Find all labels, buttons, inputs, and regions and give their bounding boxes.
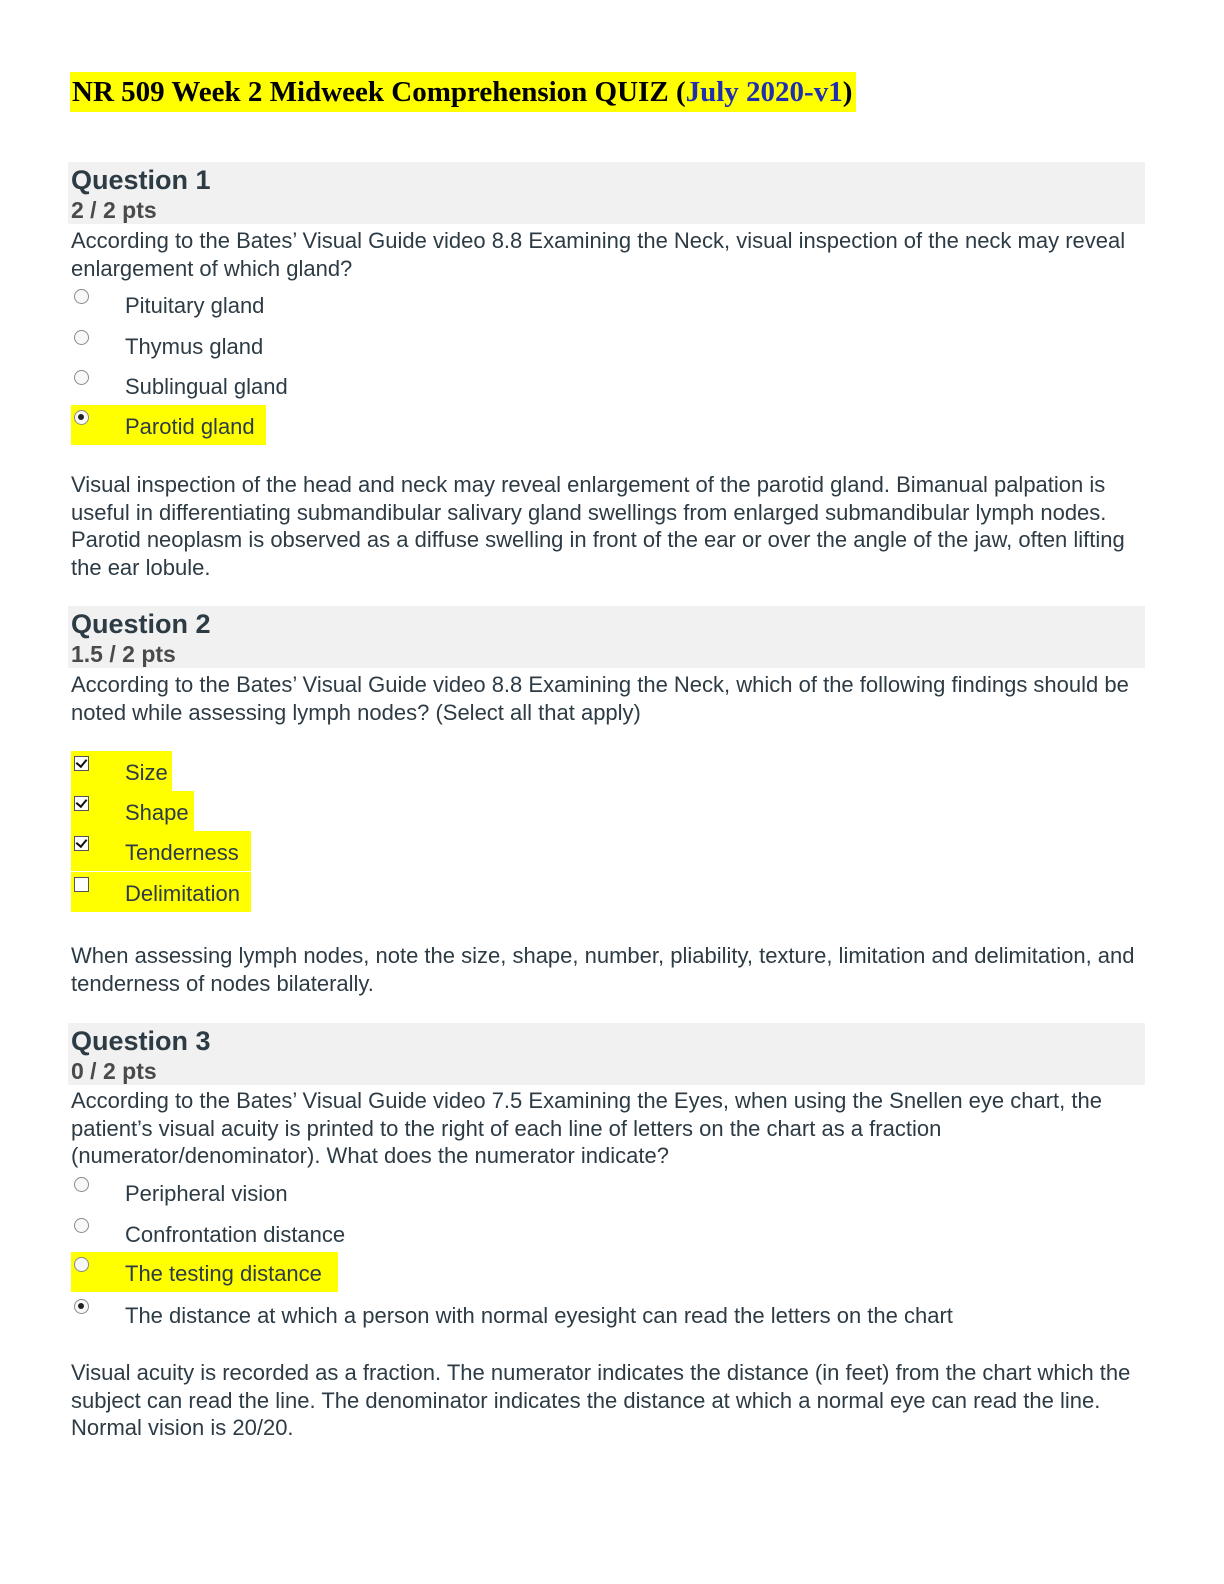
checkbox-checked[interactable] [74,836,89,851]
checkbox-checked[interactable] [74,796,89,811]
question-2-points: 1.5 / 2 pts [71,641,176,667]
question-3-points: 0 / 2 pts [71,1058,157,1084]
title-main: NR 509 Week 2 Midweek Comprehension QUIZ [72,76,676,108]
question-3-prompt: According to the Bates’ Visual Guide video 7.5 Examining the Eyes, when using the Snellen eye chart, the patient’s visual acuity is printed to the right of each line of letters on the chart as a fraction (numerator/denominator). What does the numerator indicate? [71,1088,1102,1168]
question-1-header [68,162,1145,224]
radio-button-selected[interactable] [74,410,89,425]
question-2-title: Question 2 [71,609,211,639]
question-1-option-4[interactable] [71,405,266,445]
checkbox-checked[interactable] [74,756,89,771]
option-label: Thymus gland [125,334,264,359]
question-2-option-1[interactable] [71,751,172,791]
question-2-prompt: According to the Bates’ Visual Guide video 8.8 Examining the Neck, which of the following findings should be noted while assessing lymph nodes? (Select all that apply) [71,672,1129,725]
title-paren-open: ( [675,76,686,108]
option-label: The distance at which a person with normal eyesight can read the letters on the chart [125,1303,953,1328]
question-1-title: Question 1 [71,165,211,195]
option-label: Tenderness [125,840,239,865]
radio-button[interactable] [74,330,89,345]
question-1-prompt: According to the Bates’ Visual Guide video 8.8 Examining the Neck, visual inspection of the neck may reveal enlargement of which gland? [71,228,1126,281]
radio-button[interactable] [74,370,89,385]
document-title [70,72,856,112]
option-label: Delimitation [125,881,240,906]
option-label: Sublingual gland [125,374,288,399]
title-paren-close: ) [842,76,853,108]
question-2-header [68,606,1145,668]
option-label: The testing distance [125,1261,322,1286]
question-3-option-3[interactable] [71,1252,338,1292]
question-3-title: Question 3 [71,1026,211,1056]
question-2-option-3[interactable] [71,831,251,871]
option-label: Peripheral vision [125,1181,288,1206]
radio-button-selected[interactable] [74,1299,89,1314]
question-1-explanation: Visual inspection of the head and neck may reveal enlargement of the parotid gland. Bimanual palpation is useful in differentiating submandibular salivary gland swellings from enlarged submandibular lymph nodes. Parotid neoplasm is observed as a diffuse swelling in front of the ear or over the angle of the jaw, often lifting the ear lobule. [71,472,1125,580]
question-2-explanation: When assessing lymph nodes, note the size, shape, number, pliability, texture, limitation and delimitation, and tenderness of nodes bilaterally. [71,943,1135,996]
option-label: Pituitary gland [125,293,265,318]
question-3-explanation: Visual acuity is recorded as a fraction. The numerator indicates the distance (in feet) from the chart which the subject can read the line. The denominator indicates the distance at which a normal eye can read the line. Normal vision is 20/20. [71,1360,1131,1440]
checkbox-unchecked[interactable] [74,877,89,892]
radio-button[interactable] [74,1257,89,1272]
question-1-points: 2 / 2 pts [71,197,157,223]
question-2-option-4[interactable] [71,872,251,912]
option-label: Shape [125,800,189,825]
question-2-option-2[interactable] [71,791,194,831]
option-label: Size [125,760,168,785]
question-3-header [68,1023,1145,1085]
title-version: July 2020-v1 [685,76,843,108]
radio-button[interactable] [74,1177,89,1192]
option-label: Confrontation distance [125,1222,346,1247]
radio-button[interactable] [74,289,89,304]
radio-button[interactable] [74,1218,89,1233]
option-label: Parotid gland [125,414,255,439]
